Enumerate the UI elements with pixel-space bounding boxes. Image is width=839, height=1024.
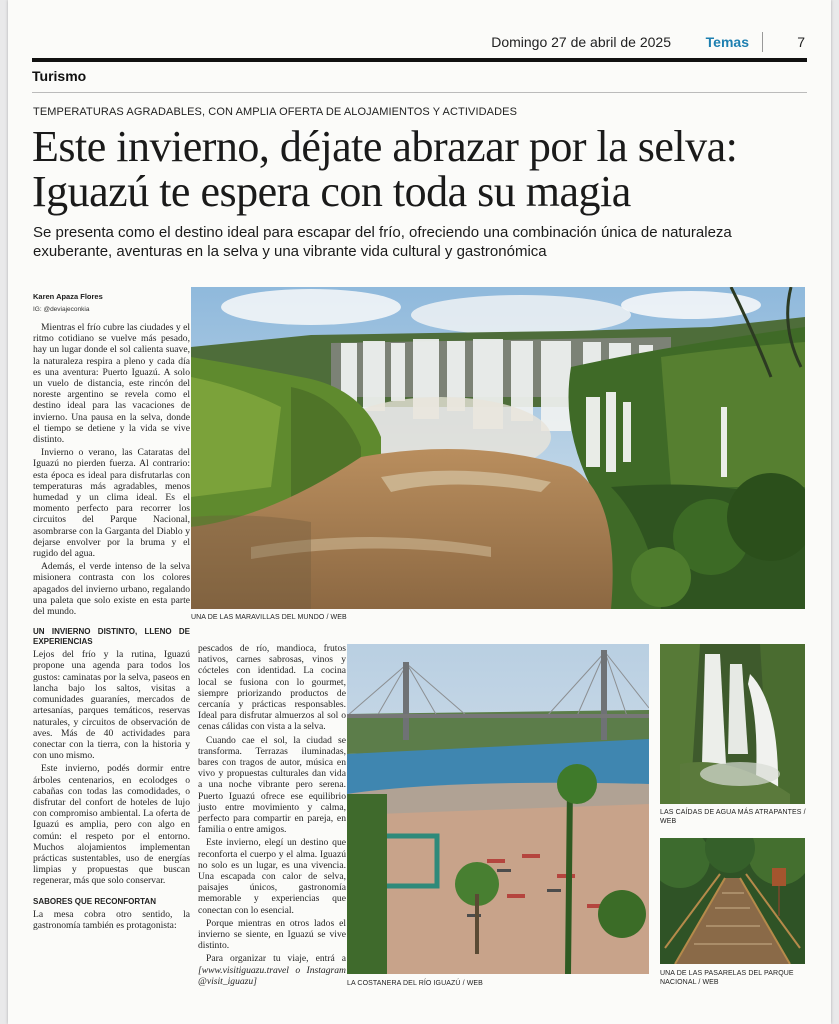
costanera-photo — [347, 644, 649, 974]
byline — [33, 292, 183, 313]
masthead — [32, 30, 807, 60]
masthead-divider — [762, 32, 763, 52]
crosshead: SABORES QUE RECONFORTAN — [33, 896, 156, 906]
paragraph: pescados de río, mandioca, frutos nativos, carnes sabrosas, vinos y cócteles con identidad. La cocina local se fusiona con lo gourmet, siempre priorizando productos de cercanía y prácticas responsables. Ideal para disfrutar almuerzos al sol o cenas cálidas con vista a la selva. — [198, 643, 346, 733]
section-tag: Temas — [705, 34, 749, 50]
paragraph: Cuando cae el sol, la ciudad se transforma. Terrazas iluminadas, bares con tragos de autor, música en vivo y propuestas culturales dan vida a una noche vibrante pero serena. Puerto Iguazú ofrece ese equilibrio justo entre movimiento y calma, perfecto para compartir en pareja, en familia o entre amigos. — [198, 734, 346, 836]
caption-costanera: LA COSTANERA DEL RÍO IGUAZÚ / WEB — [347, 980, 483, 987]
newspaper-page — [8, 0, 831, 1024]
costanera-illustration — [347, 644, 649, 974]
headline — [32, 124, 822, 214]
caption-pasarela: UNA DE LAS PASARELAS DEL PARQUE NACIONAL / WEB — [660, 970, 794, 986]
crosshead: UN INVIERNO DISTINTO, LLENO DE EXPERIENCIAS — [33, 627, 190, 647]
paragraph: Además, el verde intenso de la selva misionera contrasta con los colores apagados del invierno urbano, regalando una paleta que solo existe en esta parte del mundo. — [33, 561, 190, 618]
paragraph: Invierno o verano, las Cataratas del Iguazú no pierden fuerza. Al contrario: esta época es ideal para disfrutarlas con temperaturas más agradables, menos humedad y un clima ideal. Es el momento perfecto para recorrer los circuitos del Parque Nacional, asombrarse con la Garganta del Diablo y dejarse envolver por la bruma y el rugido del agua. — [33, 447, 190, 560]
issue-date: Domingo 27 de abril de 2025 — [491, 34, 671, 50]
waterfalls-illustration — [191, 287, 805, 609]
pasarela-illustration — [660, 838, 805, 964]
paragraph — [198, 953, 346, 987]
paragraph: Este invierno, elegí un destino que reconforta el cuerpo y el alma. Iguazú no solo es un lugar, es una vivencia. Una escapada con calor de selva, paisajes únicos, gastronomía memorable y experiencias que conectan con lo esencial. — [198, 837, 346, 916]
author-name: Karen Apaza Flores — [33, 292, 103, 301]
kicker: TEMPERATURAS AGRADABLES, CON AMPLIA OFERTA DE ALOJAMIENTOS Y ACTIVIDADES — [33, 106, 518, 118]
author-social: IG: @deviajeconkia — [33, 306, 90, 313]
article-column-2 — [198, 643, 346, 989]
rubric-rule — [32, 92, 807, 93]
pasarela-photo — [660, 838, 805, 964]
caidas-illustration — [660, 644, 805, 804]
page-number: 7 — [797, 34, 805, 50]
travel-info-lead: Para organizar tu viaje, entrá a — [206, 953, 346, 965]
caption-caidas: LAS CAÍDAS DE AGUA MÁS ATRAPANTES / WEB — [660, 809, 806, 825]
paragraph: Mientras el frío cubre las ciudades y el ritmo cotidiano se vuelve más pesado, hay un lugar donde el sol calienta suave, la naturaleza respira a pleno y cada día es una aventura: Puerto Iguazú. A solo un vuelo de distancia, este rincón del noreste argentino se revela como el destino ideal para las vacaciones de invierno. Una pausa en la selva, donde el tiempo se detiene y la vida se vive distinto. — [33, 322, 190, 446]
waterfalls-main-photo — [191, 287, 805, 609]
paragraph: Este invierno, podés dormir entre árboles centenarios, en ecolodges o cabañas con todas las comodidades, o disfrutar del confort de hoteles de lujo con compromiso ambiental. La oferta de Iguazú es amplia, pero con algo en común: el respeto por el entorno. Muchos alojamientos implementan prácticas sustentables, uso de energías limpias y propuestas que buscan regenerar, más que solo conservar. — [33, 763, 190, 887]
paragraph: La mesa cobra otro sentido, la gastronomía también es protagonista: — [33, 908, 190, 931]
headline-line-1: Este invierno, déjate abrazar por la selva: — [32, 122, 738, 171]
paragraph: Lejos del frío y la rutina, Iguazú propone una agenda para todos los gustos: caminatas por la selva, paseos en lancha bajo los saltos, visitas a comunidades guaraníes, mercados de artesanías, parques temáticos, reservas naturales, y circuitos de observación de aves. Más de 40 actividades para conectar con la tierra, con la historia y con uno mismo. — [33, 649, 190, 762]
section-rubric: Turismo — [32, 68, 87, 84]
headline-line-2: Iguazú te espera con toda su magia — [32, 167, 631, 216]
travel-info-link: [www.visitiguazu.travel o Instagram @visit_iguazu] — [198, 964, 346, 987]
masthead-rule — [32, 58, 807, 62]
article-column-1 — [33, 322, 190, 933]
paragraph: Porque mientras en otros lados el invierno se siente, en Iguazú se vive distinto. — [198, 917, 346, 952]
caption-main-photo: UNA DE LAS MARAVILLAS DEL MUNDO / WEB — [191, 614, 347, 621]
subheadline: Se presenta como el destino ideal para escapar del frío, ofreciendo una combinación única de naturaleza exuberante, aventuras en la selva y una vibrante vida cultural y gastronómica — [33, 224, 732, 260]
caidas-photo — [660, 644, 805, 804]
